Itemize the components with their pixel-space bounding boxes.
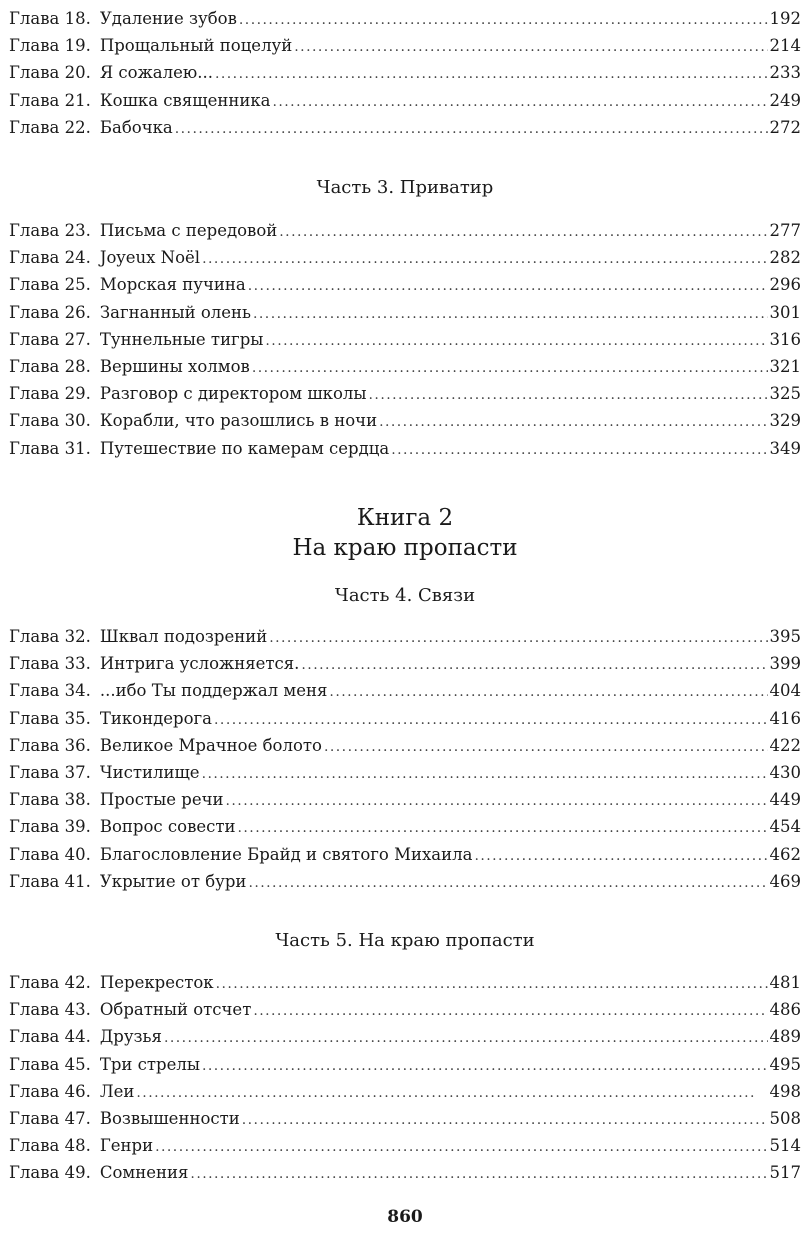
leader-dots (391, 435, 767, 464)
chapter-title: Joyeux Noël (99, 248, 201, 268)
chapter-title: Возвышенности (99, 1108, 240, 1128)
leader-dots (379, 407, 767, 436)
leader-dots (301, 650, 767, 679)
chapter-number: Глава 40. (9, 844, 91, 864)
page-ref: 422 (769, 735, 801, 755)
toc-entry (9, 271, 801, 298)
chapter-number: Глава 27. (9, 329, 91, 349)
book-title: Книга 2 (356, 505, 454, 531)
chapter-number: Глава 39. (9, 817, 91, 837)
toc-entry (9, 1051, 801, 1078)
page-ref: 416 (769, 708, 801, 728)
part-heading: Часть 5. На краю пропасти (275, 930, 535, 951)
book-subtitle: На краю пропасти (292, 535, 518, 561)
leader-dots (329, 677, 767, 706)
chapter-number: Глава 37. (9, 762, 91, 782)
chapter-title: Леи (99, 1081, 135, 1101)
chapter-title: Путешествие по камерам сердца (99, 438, 390, 458)
leader-dots (226, 786, 768, 815)
leader-dots (202, 1051, 768, 1080)
page-ref: 481 (769, 973, 801, 992)
toc-entry (9, 299, 801, 326)
page-ref: 486 (769, 1000, 801, 1020)
page-ref: 462 (769, 844, 801, 864)
chapter-number: Глава 34. (9, 681, 91, 701)
chapter-title: Укрытие от бури (99, 871, 247, 891)
toc-entry (9, 868, 801, 895)
chapter-number: Глава 19. (9, 36, 91, 56)
toc-list-part-2-continued (9, 5, 801, 141)
part-heading: Часть 4. Связи (334, 585, 476, 606)
chapter-number: Глава 36. (9, 735, 91, 755)
leader-dots (253, 299, 768, 328)
leader-dots (272, 87, 767, 116)
page-ref: 249 (769, 90, 801, 110)
chapter-title: Друзья (99, 1027, 162, 1047)
toc-entry (9, 380, 801, 407)
chapter-title: Простые речи (99, 790, 224, 810)
chapter-title: Корабли, что разошлись в ночи (99, 411, 378, 431)
page-ref: 296 (769, 275, 801, 295)
toc-entry (9, 677, 801, 704)
chapter-number: Глава 18. (9, 9, 91, 28)
leader-dots (252, 353, 768, 382)
chapter-title: Благословление Брайд и святого Михаила (99, 844, 473, 864)
page-ref: 514 (769, 1136, 801, 1156)
page-ref: 469 (769, 871, 801, 891)
toc-entry (9, 1105, 801, 1132)
toc-entry (9, 114, 801, 141)
page-number: 860 (387, 1207, 423, 1227)
toc-entry (9, 841, 801, 868)
chapter-title: Письма с передовой (99, 221, 278, 240)
leader-dots (136, 1078, 767, 1107)
part-heading: Часть 3. Приватир (316, 177, 494, 198)
toc-entry (9, 1023, 801, 1050)
chapter-number: Глава 49. (9, 1163, 91, 1183)
toc-entry (9, 813, 801, 840)
chapter-number: Глава 28. (9, 356, 91, 376)
chapter-title: Шквал подозрений (99, 627, 268, 646)
page-ref: 449 (769, 790, 801, 810)
chapter-number: Глава 46. (9, 1081, 91, 1101)
toc-entry (9, 32, 801, 59)
leader-dots (164, 1023, 768, 1052)
toc-entry (9, 407, 801, 434)
toc-list-part-5 (9, 969, 801, 1187)
page-ref: 508 (769, 1108, 801, 1128)
leader-dots (202, 759, 768, 788)
page-ref: 498 (769, 1081, 801, 1101)
toc-entry (9, 87, 801, 114)
leader-dots (239, 5, 768, 34)
chapter-title: Прощальный поцелуй (99, 36, 293, 56)
leader-dots (369, 380, 768, 409)
chapter-title: Тикондерога (99, 708, 213, 728)
chapter-title: Перекресток (99, 973, 214, 992)
chapter-title: Бабочка (99, 117, 173, 137)
page-ref: 399 (769, 654, 801, 674)
chapter-title: Великое Мрачное болото (99, 735, 322, 755)
chapter-number: Глава 45. (9, 1054, 91, 1074)
toc-entry (9, 217, 801, 244)
page-ref: 349 (769, 438, 801, 458)
chapter-number: Глава 24. (9, 248, 91, 268)
chapter-title: Вопрос совести (99, 817, 236, 837)
chapter-number: Глава 26. (9, 302, 91, 322)
chapter-number: Глава 25. (9, 275, 91, 295)
toc-list-part-3 (9, 217, 801, 462)
toc-entry (9, 1132, 801, 1159)
chapter-title: Генри (99, 1136, 154, 1156)
page-ref: 430 (769, 762, 801, 782)
page-ref: 282 (769, 248, 801, 268)
toc-list-part-4 (9, 623, 801, 895)
leader-dots (175, 114, 768, 143)
chapter-title: Сомнения (99, 1163, 189, 1183)
page-ref: 277 (769, 221, 801, 240)
chapter-title: Обратный отсчет (99, 1000, 252, 1020)
toc-entry (9, 705, 801, 732)
toc-entry (9, 1078, 801, 1105)
chapter-number: Глава 23. (9, 221, 91, 240)
leader-dots (248, 868, 767, 897)
chapter-title: Удаление зубов (99, 9, 237, 28)
page-ref: 395 (769, 627, 801, 646)
page-ref: 192 (769, 9, 801, 28)
page-ref: 495 (769, 1054, 801, 1074)
chapter-title: Я сожалею... (99, 63, 213, 83)
chapter-title: Три стрелы (99, 1054, 200, 1074)
chapter-number: Глава 47. (9, 1108, 91, 1128)
leader-dots (253, 996, 767, 1025)
page-ref: 489 (769, 1027, 801, 1047)
chapter-title: Кошка священника (99, 90, 271, 110)
toc-entry (9, 326, 801, 353)
chapter-title: Загнанный олень (99, 302, 251, 322)
leader-dots (155, 1132, 767, 1161)
page-ref: 329 (769, 411, 801, 431)
toc-entry (9, 786, 801, 813)
leader-dots (216, 969, 768, 998)
leader-dots (474, 841, 767, 870)
chapter-title: Вершины холмов (99, 356, 250, 376)
page-ref: 321 (769, 356, 801, 376)
leader-dots (238, 813, 768, 842)
page-ref: 404 (769, 681, 801, 701)
leader-dots (202, 244, 767, 273)
leader-dots (242, 1105, 768, 1134)
chapter-number: Глава 32. (9, 627, 91, 646)
leader-dots (214, 705, 767, 734)
chapter-number: Глава 41. (9, 871, 91, 891)
leader-dots (279, 217, 767, 246)
chapter-number: Глава 20. (9, 63, 91, 83)
toc-entry (9, 435, 801, 462)
leader-dots (294, 32, 767, 61)
chapter-number: Глава 43. (9, 1000, 91, 1020)
toc-entry (9, 59, 801, 86)
leader-dots (269, 623, 767, 652)
chapter-number: Глава 30. (9, 411, 91, 431)
chapter-number: Глава 33. (9, 654, 91, 674)
leader-dots (324, 732, 768, 761)
chapter-number: Глава 31. (9, 438, 91, 458)
toc-entry (9, 650, 801, 677)
toc-entry (9, 244, 801, 271)
leader-dots (190, 1159, 767, 1188)
page-ref: 316 (769, 329, 801, 349)
toc-entry (9, 5, 801, 32)
chapter-number: Глава 44. (9, 1027, 91, 1047)
chapter-number: Глава 35. (9, 708, 91, 728)
chapter-number: Глава 38. (9, 790, 91, 810)
leader-dots (215, 59, 768, 88)
chapter-number: Глава 29. (9, 384, 91, 404)
chapter-number: Глава 48. (9, 1136, 91, 1156)
chapter-title: ...ибо Ты поддержал меня (99, 681, 328, 701)
chapter-title: Чистилище (99, 762, 200, 782)
chapter-title: Туннельные тигры (99, 329, 264, 349)
toc-entry (9, 759, 801, 786)
toc-entry (9, 623, 801, 650)
chapter-number: Глава 21. (9, 90, 91, 110)
page-ref: 301 (769, 302, 801, 322)
chapter-title: Интрига усложняется. (99, 654, 300, 674)
toc-entry (9, 353, 801, 380)
leader-dots (248, 271, 768, 300)
chapter-number: Глава 42. (9, 973, 91, 992)
toc-entry (9, 969, 801, 996)
page-ref: 517 (769, 1163, 801, 1183)
page-ref: 454 (769, 817, 801, 837)
toc-entry (9, 996, 801, 1023)
chapter-number: Глава 22. (9, 117, 91, 137)
page-ref: 233 (769, 63, 801, 83)
page-ref: 214 (769, 36, 801, 56)
chapter-title: Морская пучина (99, 275, 246, 295)
toc-entry (9, 732, 801, 759)
leader-dots (265, 326, 767, 355)
page-ref: 325 (769, 384, 801, 404)
toc-entry (9, 1159, 801, 1186)
page-ref: 272 (769, 117, 801, 137)
chapter-title: Разговор с директором школы (99, 384, 367, 404)
